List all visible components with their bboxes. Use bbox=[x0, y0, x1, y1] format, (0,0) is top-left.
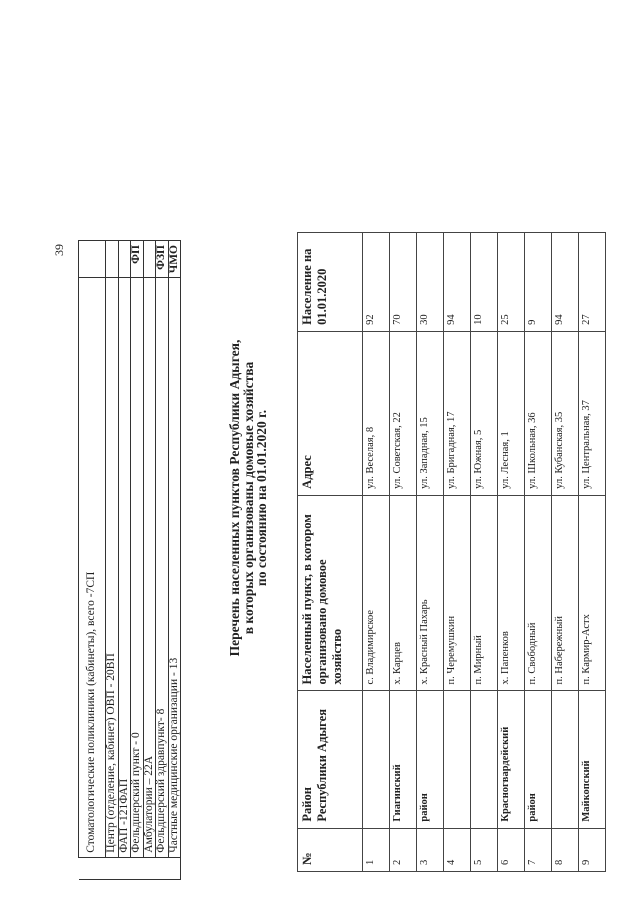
header-no: № bbox=[298, 828, 363, 871]
table-row bbox=[417, 233, 444, 872]
cell-settlement: х. Красный Пахарь bbox=[417, 495, 444, 691]
summary-row-text: Фельдшерский пункт - 0 bbox=[131, 278, 144, 857]
summary-row-text: Центр (отделение, кабинет) ОВП - 20ВП bbox=[106, 278, 119, 857]
table-row bbox=[525, 233, 552, 872]
title-line-2: в которых организованы домовые хозяйства bbox=[240, 361, 256, 635]
title-line-1: Перечень населенных пунктов Республики Адыгея, bbox=[227, 339, 242, 657]
table-row bbox=[498, 233, 525, 872]
cell-no: 9 bbox=[579, 828, 606, 871]
summary-header: Стоматологические поликлиники (кабинеты), всего -7СП bbox=[79, 278, 106, 857]
cell-rayon: район bbox=[525, 691, 552, 828]
summary-row-text: ФАП -121ФАП bbox=[118, 278, 131, 857]
cell-address: ул. Веселая, 8 bbox=[363, 331, 390, 495]
blank-column bbox=[79, 857, 181, 879]
cell-settlement: п. Набережный bbox=[552, 495, 579, 691]
cell-address: ул. Кубанская, 35 bbox=[552, 331, 579, 495]
summary-row-code: ЧМО bbox=[168, 241, 181, 278]
cell-population: 9 bbox=[525, 233, 552, 332]
page-number: 39 bbox=[52, 244, 66, 256]
cell-no: 7 bbox=[525, 828, 552, 871]
header-settlement-line2: организовано домовое хозяйство bbox=[315, 559, 344, 685]
table-row bbox=[363, 233, 390, 872]
cell-no: 8 bbox=[552, 828, 579, 871]
header-population-line2: 01.01.2020 bbox=[315, 268, 329, 325]
summary-row-text: Частные медицинские организации - 13 bbox=[168, 278, 181, 857]
cell-rayon: Красногвардейский bbox=[498, 691, 525, 828]
cell-rayon: район bbox=[417, 691, 444, 828]
summary-row-code bbox=[118, 241, 131, 278]
cell-rayon: Гиагинский bbox=[390, 691, 417, 828]
cell-population: 30 bbox=[417, 233, 444, 332]
cell-population: 94 bbox=[552, 233, 579, 332]
cell-address: ул. Советская, 22 bbox=[390, 331, 417, 495]
cell-rayon: Майкопский bbox=[579, 691, 606, 828]
cell-rayon bbox=[552, 691, 579, 828]
summary-row-code: ФЗП bbox=[156, 241, 169, 278]
cell-settlement: с. Владимирское bbox=[363, 495, 390, 691]
cell-address: ул. Лесная, 1 bbox=[498, 331, 525, 495]
cell-population: 27 bbox=[579, 233, 606, 332]
table-row bbox=[552, 233, 579, 872]
cell-population: 94 bbox=[444, 233, 471, 332]
header-rayon-line2: Республики Адыгея bbox=[315, 709, 329, 822]
cell-population: 70 bbox=[390, 233, 417, 332]
cell-no: 2 bbox=[390, 828, 417, 871]
table-row bbox=[444, 233, 471, 872]
table-header-row bbox=[298, 233, 363, 872]
cell-population: 25 bbox=[498, 233, 525, 332]
cell-no: 1 bbox=[363, 828, 390, 871]
header-population bbox=[298, 233, 363, 332]
summary-row-code bbox=[143, 241, 156, 278]
cell-address: ул. Центральная, 37 bbox=[579, 331, 606, 495]
header-rayon-line1: Район bbox=[300, 787, 314, 822]
table-row bbox=[579, 233, 606, 872]
cell-no: 3 bbox=[417, 828, 444, 871]
cell-population: 92 bbox=[363, 233, 390, 332]
header-population-line1: Население на bbox=[300, 248, 314, 325]
header-address: Адрес bbox=[298, 331, 363, 495]
cell-settlement: п. Свободный bbox=[525, 495, 552, 691]
document-title bbox=[228, 188, 269, 808]
cell-population: 10 bbox=[471, 233, 498, 332]
table-row bbox=[390, 233, 417, 872]
cell-address: ул. Бригадная, 17 bbox=[444, 331, 471, 495]
cell-no: 4 bbox=[444, 828, 471, 871]
cell-address: ул. Южная, 5 bbox=[471, 331, 498, 495]
header-settlement-line1: Населенный пункт, в котором bbox=[300, 514, 314, 685]
cell-no: 6 bbox=[498, 828, 525, 871]
summary-row-text: Амбулатории – 22А bbox=[143, 278, 156, 857]
cell-settlement: п. Кармир-Астх bbox=[579, 495, 606, 691]
cell-address: ул. Западная, 15 bbox=[417, 331, 444, 495]
header-rayon bbox=[298, 691, 363, 828]
facilities-summary-table bbox=[78, 240, 181, 880]
cell-settlement: п. Черемушкин bbox=[444, 495, 471, 691]
summary-row-text: Фельдшерский здравпункт- 8 bbox=[156, 278, 169, 857]
cell-rayon bbox=[471, 691, 498, 828]
header-settlement bbox=[298, 495, 363, 691]
summary-row-code: ФП bbox=[131, 241, 144, 278]
cell-address: ул. Школьная, 36 bbox=[525, 331, 552, 495]
cell-rayon bbox=[444, 691, 471, 828]
settlements-table bbox=[297, 232, 606, 872]
cell-settlement: х. Карцев bbox=[390, 495, 417, 691]
table-row bbox=[471, 233, 498, 872]
cell-no: 5 bbox=[471, 828, 498, 871]
summary-row-code bbox=[106, 241, 119, 278]
title-line-3: по состоянию на 01.01.2020 г. bbox=[254, 409, 269, 587]
cell-settlement: п. Мирный bbox=[471, 495, 498, 691]
cell-rayon bbox=[363, 691, 390, 828]
summary-header-code bbox=[79, 241, 106, 278]
cell-settlement: х. Папенков bbox=[498, 495, 525, 691]
